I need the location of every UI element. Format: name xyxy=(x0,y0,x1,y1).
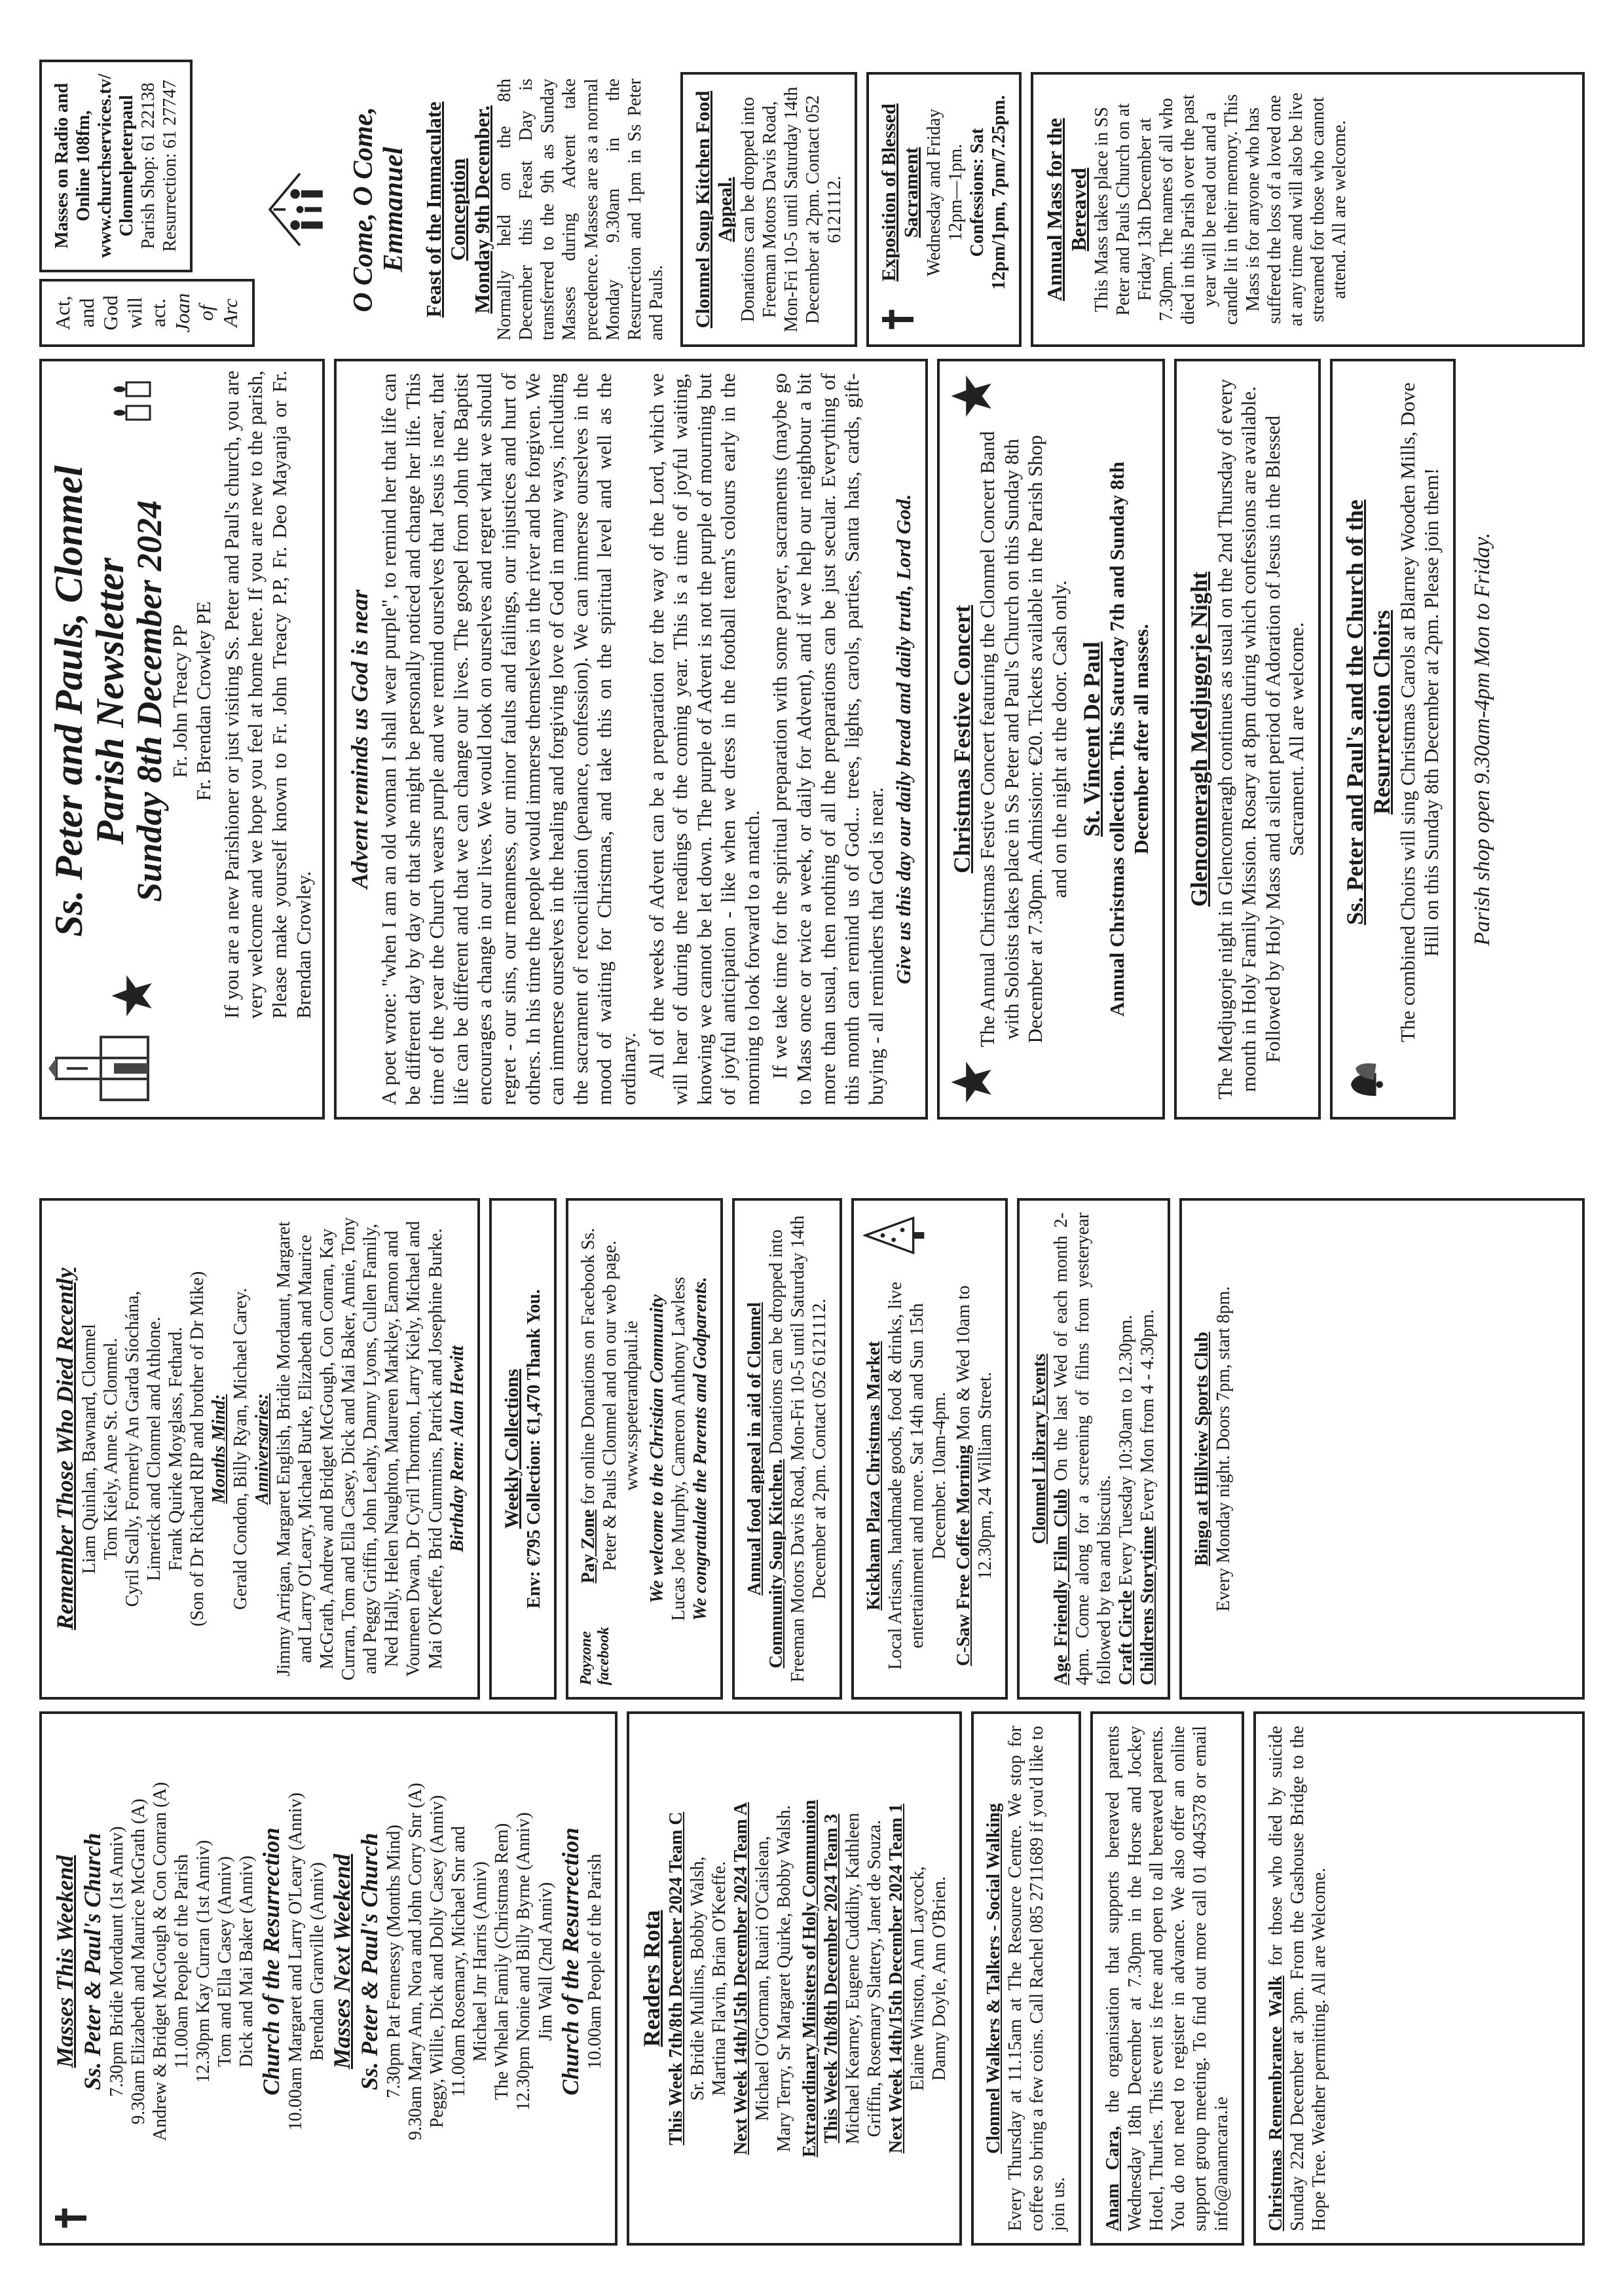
bingo-text: Every Monday night. Doors 7pm, start 8pm. xyxy=(1213,1286,1234,1612)
masses-church-2: Church of the Resurrection xyxy=(258,1827,285,2096)
ministers-next-week: Next Week 14th/15th December 2024 Team 1 xyxy=(886,1804,907,2154)
immaculate-section xyxy=(418,72,671,347)
library-heading: Clonmel Library Events xyxy=(1029,1353,1050,1544)
back-page xyxy=(0,1152,1624,2291)
shop-hours: Parish shop open 9.30am-4pm Mon to Friday. xyxy=(1469,532,1494,946)
remember-box xyxy=(39,1198,480,1700)
food-appeal-heading-2: Community Soup Kitchen. xyxy=(766,1459,787,1669)
welcome-community-congrats: We congratulate the Parents and Godparents. xyxy=(690,1277,711,1621)
remember-heading: Remember Those Who Died Recently xyxy=(52,1267,78,1630)
vincent-text: Annual Christmas collection. This Saturday 7th and Sunday 8th December after all masses. xyxy=(1105,462,1153,1017)
deceased-entry: Tom Kiely, Anne St. Clonmel. xyxy=(101,1338,122,1560)
radio-line-3[interactable]: www.churchservices.tv/ xyxy=(95,73,116,258)
bereaved-text: This Mass takes place in SS Peter and Pauls Church on at Friday 13th December at 7.30pm. The names of all who died in this Parish over the past year will be read out and a candle lit in their memory. This Mass is for anyone who has suffered the loss of a loved one at any time and will also be live streamed for those who cannot attend. All are welcome. xyxy=(1091,92,1350,327)
mass-intention: Tom and Ella Casey (Anniv) xyxy=(215,1856,236,2067)
anam-text: the organisation that supports bereaved parents Wednesday 18th December at 7.30pm in the Horse and Jockey Hotel, Thurles. This event is free and open to all bereaved parents. You do not need to register in advance. We also offer an online support group meeting. To find out more call 01 4045378 or email info@anamcara.ie xyxy=(1103,1726,1232,2231)
remembrance-text: for those who died by suicide Sunday 22nd December at 3pm. From the Gashouse Bridge to the Hope Tree. Weather permitting. All are Welcome. xyxy=(1265,1726,1329,2231)
film-heading: Age Friendly Film Club xyxy=(1050,1489,1071,1686)
mass-intention: Brendan Granville (Anniv) xyxy=(307,1862,328,2061)
readers-box xyxy=(627,1711,963,2246)
walkers-text: Every Thursday at 11.15am at The Resource Centre. We stop for coffee so bring a few coins. Call Rachel 085 2711689 if you'd like to join us. xyxy=(1005,1726,1069,2231)
medjugorje-text: The Medjugorje night in Glencomeragh continues as usual on the 2nd Thursday of every month in Holy Family Mission. Rosary at 8pm during which confessions are available. Followed by Holy Mass and a silent period of Adoration of Jesus in the Blessed Sacrament. All are welcome. xyxy=(1213,378,1308,1100)
deceased-entry: Cyril Scally, Formerly An Garda Síochána, xyxy=(122,1290,143,1607)
birthday-rem: Birthday Rem: Alan Hewitt xyxy=(447,1345,468,1552)
film-text: On the last Wed of each month 2-4pm. Come along for a screening of films from yesteryear followed by tea and biscuits. xyxy=(1050,1212,1115,1686)
quote-line-3: will act. xyxy=(122,297,170,329)
hands-icon xyxy=(878,306,917,333)
masses-heading: Masses This Weekend xyxy=(52,1855,78,2068)
candles-icon xyxy=(113,371,152,429)
mass-intention: 11.00am Rosemary, Michael Snr and xyxy=(449,1826,470,2098)
anniv-text: Jimmy Arrigan, Margaret English, Bridie Mordaunt, Margaret and Larry O'Leary, Michael Burke, Elizabeth and Maurice McGrath, Andrew and Bridget McGough, Con Conran, Kay Curran, Tom and Ella Casey, Dick and Mai Baker, Annie, Tony and Peggy Griffin, John Leahy, Danny Lyons, Cullen Family, Ned Hally, Helen Naughton, Maureen Markley, Eamon and Vourneen Dwan, Dr Cyril Thornton, Larry Kiely, Michael and Mai O'Keeffe, Brid Cummins, Patrick and Josephine Burke. xyxy=(274,1217,446,1681)
collections-box xyxy=(489,1198,557,1700)
concert-text: The Annual Christmas Festive Concert featuring the Clonmel Concert Band with Soloists takes place in Ss Peter and Paul's Church on this Sunday 8th December at 7.30pm. Admission: €20. Tickets available in the Parish Shop and on the night at the door. Cash only. xyxy=(976,431,1071,1048)
choirs-heading-2: Resurrection Choirs xyxy=(1369,610,1395,815)
craft-heading: Craft Circle xyxy=(1115,1590,1136,1686)
ministers-next-names-1: Elaine Winston, Ann Laycock, xyxy=(908,1866,929,2091)
advent-heading: Advent reminds us God is near xyxy=(346,589,373,889)
welcome-community-heading: We welcome to the Christian Community xyxy=(647,1294,668,1603)
payzone-text: for online Donations on Facebook Ss. Peter & Pauls Clonmel and on our web page. www.sspeterandpaul.ie xyxy=(578,1228,642,1571)
newsletter-date: Sunday 8th December 2024 xyxy=(130,500,169,902)
star-icon xyxy=(949,1059,995,1105)
readers-this-names-1: Sr. Bridie Mullins, Bobby Walsh, xyxy=(687,1856,708,2101)
radio-line-4: Clonmelpeterpaul xyxy=(117,95,138,237)
soup-box xyxy=(680,72,857,347)
advent-para-1: A poet wrote: "when I am an old woman I shall wear purple", to remind her that life can be different day by day or that she might be personally noticed and change her life. This time of the year the Church wears purple and we remind ourselves that Jesus is near, that life can be different and that we can change our lives. The gospel from John the Baptist encourages a change in our lives. We would look on ourselves and regret what we should regret - our sins, our meanness, our minor faults and failings, our injustices and hurt of others. In his time the people would immerse themselves in the river and be forgiven. We can immerse ourselves in the healing and forgiving love of God in many ways, including the sacrament of reconciliation (penance, confession). We can immerse ourselves in the mood of waiting for Christmas, and take this on the spiritual level and well as the ordinary. xyxy=(377,373,640,1105)
mass-intention: 11.00am People of the Parish xyxy=(172,1854,193,2069)
food-appeal-text: Donations can be dropped into Freeman Motors Davis Road, Mon-Fri 10-5 until Saturday 14th December at 2pm. Contact 052 6121112. xyxy=(766,1215,830,1683)
collections-text: Env: €795 Collection: €1,470 Thank You. xyxy=(524,1289,545,1609)
readers-heading: Readers Rota xyxy=(638,1910,665,2047)
anam-heading: Anam Cara, xyxy=(1103,2126,1124,2231)
library-box xyxy=(1017,1198,1170,1700)
front-page-content xyxy=(0,26,1624,1165)
soup-heading: Clonmel Soup Kitchen Food Appeal. xyxy=(692,90,737,329)
walkers-heading: Clonmel Walkers & Talkers - Social Walking xyxy=(984,1803,1005,2154)
mass-intention: Jim Wall (2nd Anniv) xyxy=(535,1882,556,2041)
mass-intention: 12.30pm Nonie and Billy Byrne (Anniv) xyxy=(513,1812,534,2111)
mass-intention: The Whelan Family (Christmas Rem) xyxy=(492,1823,513,2100)
vincent-heading: St. Vincent De Paul xyxy=(1078,642,1105,837)
radio-line-5: Parish Shop: 61 22138 xyxy=(138,82,159,249)
ministers-this-names-1: Michael Kearney, Eugene Cuddihy, Kathleen xyxy=(843,1812,864,2145)
advent-closing: Give us this day our daily bread and daily truth, Lord God. xyxy=(892,494,915,985)
mass-intention: 7.30pm Bridie Mordaunt (1st Anniv) xyxy=(107,1826,127,2097)
back-page-content xyxy=(0,1152,1624,2291)
food-appeal-heading-1: Annual food appeal in aid of Clonmel xyxy=(745,1302,766,1596)
mass-intention: Michael Jnr Harris (Anniv) xyxy=(470,1861,491,2062)
bingo-box xyxy=(1179,1198,1585,1700)
deceased-entry: Frank Quirke Moyglass, Fethard. xyxy=(166,1326,187,1571)
mass-intention: 12.30pm Kay Curran (1st Anniv) xyxy=(193,1840,214,2083)
months-heading: Months Mind: xyxy=(209,1394,230,1504)
deceased-entry: Limerick and Clonmel and Athlone. xyxy=(144,1317,165,1581)
back-right-column xyxy=(39,1198,1585,1700)
ministers-this-names-2: Griffin, Rosemary Slattery, Janet de Souza. xyxy=(864,1819,885,2138)
cross-icon xyxy=(51,2205,90,2231)
bells-icon xyxy=(1342,1059,1388,1105)
choirs-text: The combined Choirs will sing Christmas Carols at Blarney Wooden Mills, Dove Hill on this Sunday 8th December at 2pm. Please join them! xyxy=(1395,382,1443,1042)
masses-church-3: Ss. Peter & Paul's Church xyxy=(356,1832,383,2090)
deceased-entry: (Son of Dr Richard RIP and brother of Dr Mike) xyxy=(187,1271,208,1627)
masses-church-4: Church of the Resurrection xyxy=(557,1827,583,2096)
soup-text: Donations can be dropped into Freeman Motors Davis Road, Mon-Fri 10-5 until Saturday 14th December at 2pm. Contact 052 6121112. xyxy=(737,86,845,333)
bingo-heading: Bingo at Hillview Sports Club xyxy=(1191,1332,1212,1566)
immaculate-heading-2: Monday 9th December. xyxy=(470,105,494,314)
clergy-line-2: Fr. Brendan Crowley PE xyxy=(192,601,215,801)
readers-next-names-2: Mary Terry, Sr Margaret Quirke, Bobby Walsh. xyxy=(774,1805,795,2152)
readers-next-week: Next Week 14th/15th December 2024 Team A xyxy=(731,1802,752,2155)
concert-box xyxy=(937,359,1165,1120)
quote-author-2: Arc xyxy=(219,299,242,327)
ministers-next-names-2: Danny Doyle, Ann O'Brien. xyxy=(929,1876,950,2081)
radio-line-1: Masses on Radio and xyxy=(52,82,72,249)
choirs-box xyxy=(1330,359,1456,1120)
exposition-line-1: Wednesday and Friday 12pm—1pm. xyxy=(923,109,966,276)
clergy-line-1: Fr. John Treacy PP xyxy=(168,624,191,778)
ministers-this-week: This Week 7th/8th December 2024 Team 3 xyxy=(821,1813,842,2143)
readers-next-names-1: Michael O'Gorman, Ruairi O'Caislean, xyxy=(752,1836,773,2121)
kickham-box xyxy=(851,1198,1007,1700)
csaw-text: Mon & Wed 10am to 12.30pm, 24 William Street. xyxy=(953,1285,995,1580)
mass-intention: Dick and Mai Baker (Anniv) xyxy=(236,1855,257,2068)
story-text: Every Mon from 4 - 4.30pm. xyxy=(1137,1309,1158,1522)
remembrance-box xyxy=(1253,1711,1585,2246)
mass-intention: Andrew & Bridget McGough & Con Conran (A) xyxy=(150,1781,171,2141)
next2-list xyxy=(584,1726,606,2197)
kickham-heading: Kickham Plaza Christmas Market xyxy=(864,1341,885,1611)
readers-this-week: This Week 7th/8th December 2024 Team C xyxy=(665,1812,686,2145)
payzone-heading: Pay Zone xyxy=(578,1509,599,1584)
kickham-text: Local Artisans, handmade goods, food & drinks, live entertainment and more. Sat 14th and Sun 15th December. 10am-4pm. xyxy=(885,1281,950,1670)
collections-heading: Weekly Collections xyxy=(500,1368,523,1529)
weekend2-list xyxy=(285,1726,328,2197)
immaculate-heading-1: Feast of the Immaculate Conception xyxy=(422,101,470,318)
craft-text: Every Tuesday 10:30am to 12.30pm. xyxy=(1115,1315,1136,1586)
masses-church-1: Ss. Peter & Paul's Church xyxy=(79,1832,105,2090)
mass-intention: 9.30am Elizabeth and Maurice McGrath (A) xyxy=(128,1798,149,2124)
quote-line-2: and God xyxy=(75,295,122,331)
front-page xyxy=(0,26,1624,1165)
payzone-box xyxy=(566,1198,723,1700)
welcome-community-names: Lucas Joe Murphy, Cameron Anthony Lawless xyxy=(669,1277,690,1621)
remember-list xyxy=(79,1212,208,1685)
newsletter-title: Ss. Peter and Pauls, Clonmel xyxy=(47,465,90,938)
quote-box xyxy=(39,279,255,347)
months-text: Gerald Condon, Billy Ryan, Michael Carey. xyxy=(231,1288,251,1610)
exposition-box xyxy=(866,72,1022,347)
food-appeal-box xyxy=(732,1198,842,1700)
deceased-entry: Liam Quinlan, Bawnard, Clonmel xyxy=(79,1324,100,1574)
weekend1-list xyxy=(106,1726,257,2197)
immaculate-text: Normally held on the 8th December this Feast Day is transferred to the 9th as Sunday Masses during Advent take precedence. Masses are as a normal Monday 9.30am in the Resurrection and 1pm in Ss Peter and Pauls. xyxy=(494,79,667,340)
anam-box xyxy=(1090,1711,1244,2246)
next1-list xyxy=(383,1726,556,2197)
tree-icon xyxy=(863,1212,929,1258)
star-icon xyxy=(949,373,995,419)
star-icon xyxy=(109,973,155,1019)
back-left-column xyxy=(39,1711,1585,2246)
mass-intention: 9.30am Mary Ann, Nora and John Corry Snr (A) xyxy=(405,1783,426,2141)
csaw-heading: C-Saw Free Coffee Morning xyxy=(953,1445,974,1666)
church-icon xyxy=(48,1029,153,1108)
welcome-text: If you are a new Parishioner or just visiting Ss. Peter and Paul's church, you are very welcome and we hope you feel at home here. If you are new to the parish, Please make yourself known to Fr. John Treacy P.P, Fr. Deo Mayanja or Fr. Brendan Crowley. xyxy=(219,371,315,1019)
mass-intention: 10.00am Margaret and Larry O'Leary (Anniv) xyxy=(286,1793,306,2131)
quote-author-1: Joan of xyxy=(170,293,218,333)
medjugorje-box xyxy=(1174,359,1321,1120)
payzone-logo: Payzone xyxy=(578,1631,595,1686)
o-come-title: O Come, O Come, Emmanuel xyxy=(348,107,409,312)
exposition-line-2: Confessions: Sat 12pm/1pm, 7pm/7.25pm. xyxy=(967,95,1009,290)
ministers-heading: Extraordinary Ministers of Holy Communion xyxy=(800,1800,821,2158)
family-icon xyxy=(264,167,336,252)
concert-heading: Christmas Festive Concert xyxy=(948,605,975,873)
masses-box xyxy=(39,1711,618,2246)
anniv-heading: Anniversaries: xyxy=(252,1393,273,1504)
mass-intention: 10.00am People of the Parish xyxy=(584,1853,605,2069)
radio-line-6: Resurrection: 61 27747 xyxy=(160,79,181,252)
choirs-heading-1: Ss. Peter and Paul's and the Church of the xyxy=(1341,500,1368,925)
advent-para-3: If we take time for the spiritual preparation with some prayer, sacraments (maybe go to Mass once or twice a week, or daily for Advent), and if we help our neighbour a bit more than usual, then nothing of all the preparations can be just secular. Everything of this month can remind us of God... trees, lights, carols, parties, Santa hats, cards, gift-buying - all reminders that God is near. xyxy=(768,373,887,1105)
masses-radio-box xyxy=(39,60,193,272)
bereaved-box xyxy=(1031,72,1585,347)
mass-intention: 7.30pm Pat Fennessy (Months Mind) xyxy=(384,1825,405,2098)
remembrance-heading: Christmas Remembrance Walk xyxy=(1265,1975,1286,2231)
medjugorje-heading: Glencomeragh Medjugorje Night xyxy=(1186,572,1213,907)
story-heading: Childrens Storytime xyxy=(1137,1526,1158,1686)
front-right-column xyxy=(39,72,1585,347)
exposition-heading: Exposition of Blessed Sacrament xyxy=(877,103,923,282)
advent-box xyxy=(334,359,928,1120)
facebook-logo: facebook xyxy=(595,1626,613,1686)
newsletter-subtitle: Parish Newsletter xyxy=(88,557,132,845)
advent-para-2: All of the weeks of Advent can be a preparation for the way of the Lord, which we will hear of during the readings of the coming year. This is a time of joyful waiting, knowing we cannot be let down. The purple of Advent is not the purple of mourning but of joyful anticipation - like when we dress in the football team's colours early in the morning to look forward to a match. xyxy=(644,373,764,1105)
quote-line-1: Act, xyxy=(51,295,74,331)
bereaved-heading: Annual Mass for the Bereaved xyxy=(1042,118,1090,301)
readers-this-names-2: Martina Flavin, Brian O'Keeffe. xyxy=(709,1861,730,2096)
radio-line-2: Online 108fm, xyxy=(73,110,94,222)
walkers-box xyxy=(971,1711,1081,2246)
header-box xyxy=(39,359,325,1120)
mass-intention: Peggy, Willie, Dick and Dolly Casey (Anniv) xyxy=(427,1795,448,2128)
front-left-column xyxy=(39,359,1585,1120)
masses-next-heading: Masses Next Weekend xyxy=(329,1853,356,2069)
